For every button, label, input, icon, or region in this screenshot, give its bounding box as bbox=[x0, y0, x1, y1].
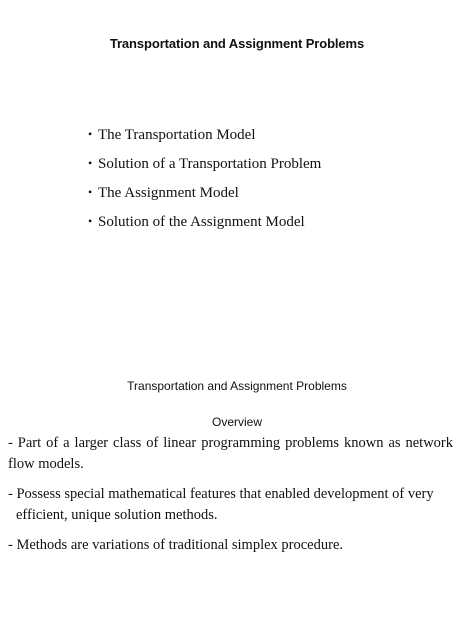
bullet-icon: • bbox=[88, 214, 93, 228]
bullet-icon: • bbox=[88, 156, 93, 170]
section-heading: Overview bbox=[211, 415, 262, 429]
contents-list bbox=[88, 123, 321, 239]
list-item bbox=[88, 123, 321, 152]
bullet-icon: • bbox=[88, 127, 93, 141]
page-title: Transportation and Assignment Problems bbox=[109, 36, 365, 51]
overview-points bbox=[8, 433, 453, 565]
list-item-label: Solution of the Assignment Model bbox=[98, 214, 305, 230]
overview-point: - Part of a larger class of linear programming problems known as network flow models. bbox=[8, 435, 453, 472]
list-item bbox=[88, 152, 321, 181]
list-item bbox=[88, 210, 321, 239]
overview-point: - Possess special mathematical features that enabled development of very efficient, unique solution methods. bbox=[8, 486, 434, 523]
list-item-label: The Transportation Model bbox=[98, 127, 256, 143]
section-title: Transportation and Assignment Problems bbox=[127, 379, 347, 393]
bullet-icon: • bbox=[88, 185, 93, 199]
overview-point: - Methods are variations of traditional simplex procedure. bbox=[8, 537, 344, 553]
list-item-label: The Assignment Model bbox=[98, 185, 239, 201]
list-item-label: Solution of a Transportation Problem bbox=[98, 156, 322, 172]
list-item bbox=[88, 181, 321, 210]
